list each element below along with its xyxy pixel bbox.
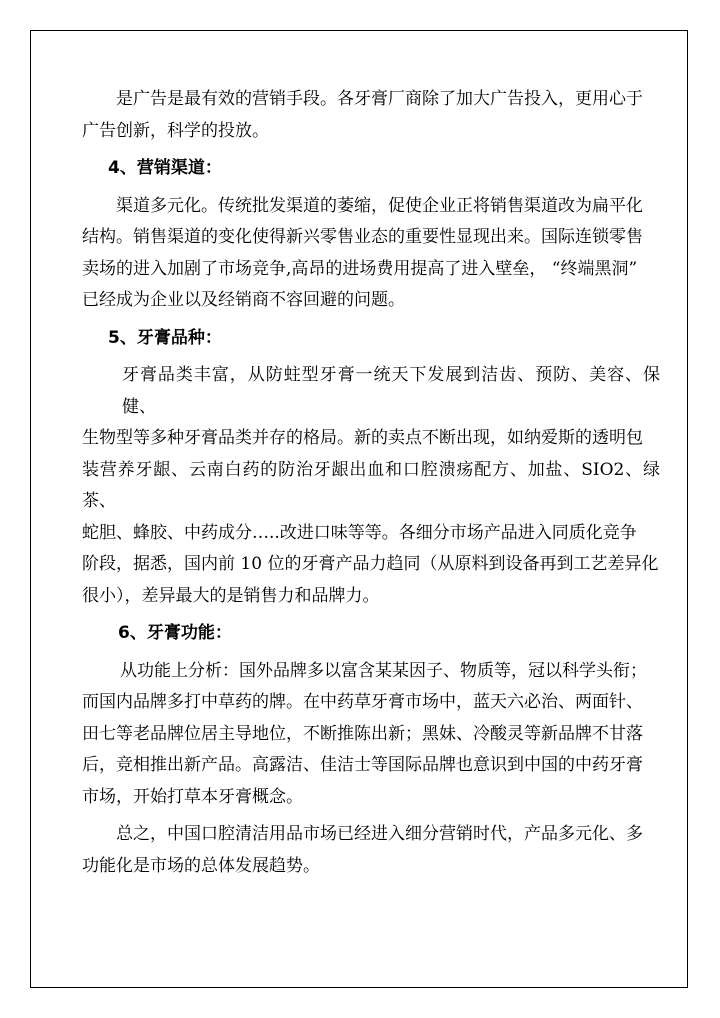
section-heading-6: 6、牙膏功能： xyxy=(118,623,232,643)
text-line: 生物型等多种牙膏品类并存的格局。新的卖点不断出现，如纳爱斯的透明包 xyxy=(82,428,643,448)
section-heading-5: 5、牙膏品种： xyxy=(108,327,222,348)
text-line: 田七等老品牌位居主导地位，不断推陈出新；黑妹、冷酸灵等新品牌不甘落 xyxy=(82,723,643,744)
text-line: 蛇胆、蜂胶、中药成分…..改进口味等等。各细分市场产品进入同质化竞争 xyxy=(82,522,637,543)
text-line: 卖场的进入加剧了市场竞争,高昂的进场费用提高了进入壁垒， “终端黑洞” xyxy=(82,258,638,279)
text-line: 装营养牙龈、云南白药的防治牙龈出血和口腔溃疡配方、加盐、SIO2、绿茶、 xyxy=(82,459,660,511)
text-line: 总之，中国口腔清洁用品市场已经进入细分营销时代，产品多元化、多 xyxy=(116,824,643,844)
text-line: 已经成为企业以及经销商不容回避的问题。 xyxy=(82,290,405,310)
text-line: 结构。销售渠道的变化使得新兴零售业态的重要性显现出来。国际连锁零售 xyxy=(82,227,643,247)
text-line: 而国内品牌多打中草药的牌。在中药草牙膏市场中，蓝天六必治、两面针、 xyxy=(82,692,643,712)
text-line: 后，竞相推出新产品。高露洁、佳洁士等国际品牌也意识到中国的中药牙膏 xyxy=(82,755,643,775)
text-line: 功能化是市场的总体发展趋势。 xyxy=(82,855,320,876)
text-line: 阶段，据悉，国内前 10 位的牙膏产品力趋同（从原料到设备再到工艺差异化 xyxy=(82,554,659,574)
text-line: 市场，开始打草本牙膏概念。 xyxy=(82,786,303,807)
text-line: 广告创新，科学的投放。 xyxy=(82,120,269,141)
text-line: 是广告是最有效的营销手段。各牙膏厂商除了加大广告投入，更用心于 xyxy=(116,89,643,109)
text-line: 从功能上分析：国外品牌多以富含某某因子、物质等，冠以科学头衔； xyxy=(120,660,647,681)
text-line: 牙膏品类丰富，从防蛀型牙膏一统天下发展到洁齿、预防、美容、保健、 xyxy=(122,365,660,417)
document-body xyxy=(82,84,660,882)
section-heading-4: 4、营销渠道： xyxy=(108,158,222,178)
text-line: 很小），差异最大的是销售力和品牌力。 xyxy=(82,585,380,606)
text-line: 渠道多元化。传统批发渠道的萎缩，促使企业正将销售渠道改为扁平化 xyxy=(116,195,643,216)
